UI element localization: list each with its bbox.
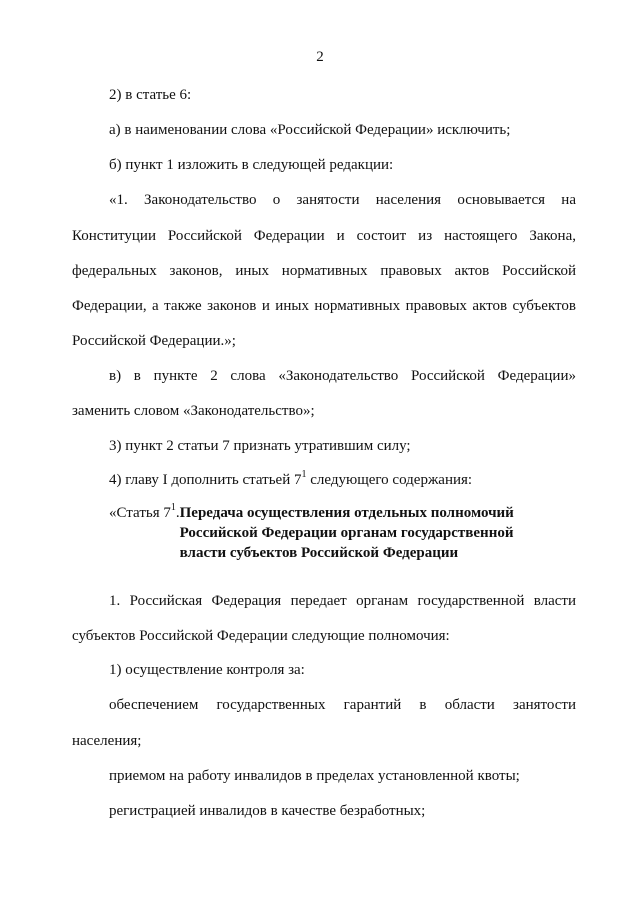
- page-number: 2: [316, 49, 324, 65]
- text-line: [109, 470, 472, 490]
- text-line: приемом на работу инвалидов в пределах установленной квоты;: [109, 768, 520, 784]
- article-heading: [109, 503, 514, 563]
- superscript: 1: [301, 469, 307, 480]
- text-line: в) в пункте 2 слова «Законодательство Российской Федерации»: [109, 368, 576, 384]
- text-fragment: следующего содержания:: [306, 472, 473, 488]
- superscript: 1: [170, 502, 176, 513]
- article-title-line: Передача осуществления отдельных полномочий: [179, 505, 514, 521]
- text-line: 1. Российская Федерация передает органам государственной власти: [109, 593, 576, 609]
- text-line: «1. Законодательство о занятости населения основывается на: [109, 192, 576, 208]
- article-prefix-text: «Статья 7: [109, 505, 171, 521]
- article-prefix: [109, 503, 180, 523]
- text-fragment: 4) главу I дополнить статьей 7: [109, 472, 302, 488]
- article-title: [180, 503, 514, 563]
- text-line: обеспечением государственных гарантий в области занятости: [109, 697, 576, 713]
- text-line: а) в наименовании слова «Российской Федерации» исключить;: [109, 122, 511, 138]
- text-line: 1) осуществление контроля за:: [109, 662, 305, 678]
- text-line: Конституции Российской Федерации и состоит из настоящего Закона,: [72, 228, 576, 244]
- article-title-line: Российской Федерации органам государственной: [179, 525, 514, 541]
- article-dot: .: [175, 505, 180, 521]
- text-line: Российской Федерации.»;: [72, 333, 236, 349]
- text-line: 3) пункт 2 статьи 7 признать утратившим силу;: [109, 438, 411, 454]
- text-line: б) пункт 1 изложить в следующей редакции:: [109, 157, 394, 173]
- text-line: федеральных законов, иных нормативных правовых актов Российской: [72, 263, 576, 279]
- text-line: заменить словом «Законодательство»;: [72, 403, 315, 419]
- text-line: Федерации, а также законов и иных нормативных правовых актов субъектов: [72, 298, 576, 314]
- text-line: регистрацией инвалидов в качестве безработных;: [109, 803, 426, 819]
- text-line: субъектов Российской Федерации следующие полномочия:: [72, 628, 450, 644]
- text-line: населения;: [72, 733, 142, 749]
- article-title-line: власти субъектов Российской Федерации: [179, 545, 459, 561]
- text-line: 2) в статье 6:: [109, 87, 192, 103]
